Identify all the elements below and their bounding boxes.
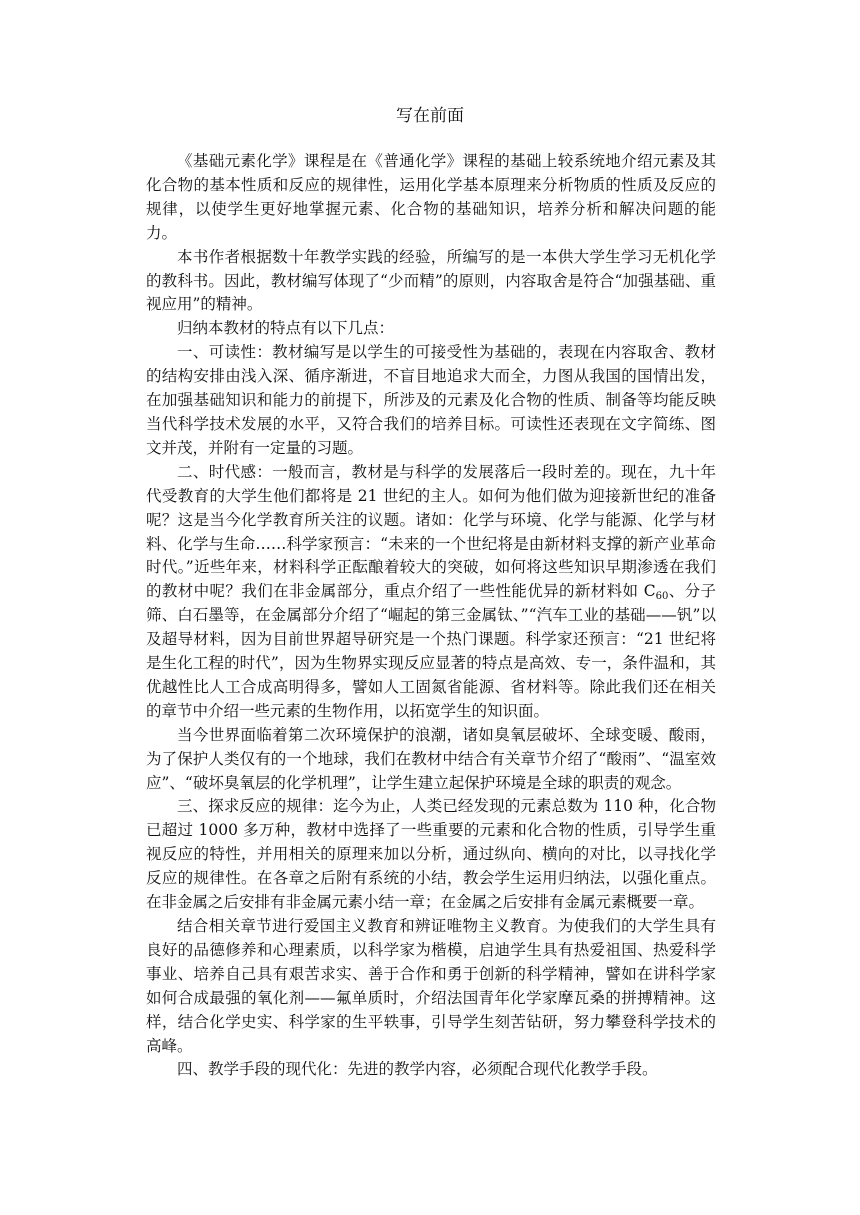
paragraph-environment: 当今世界面临着第二次环境保护的浪潮，诸如臭氧层破坏、全球变暖、酸雨，为了保护人类仅有的一个地球，我们在教材中结合有关章节介绍了“酸雨”、“温室效应”、“破坏臭氧层的化学机理”，让学生建立起保护环境是全球的职责的观念。 (146, 725, 716, 792)
paragraph-modernity-part2: 、分子筛、白石墨等，在金属部分介绍了“崛起的第三金属钛、”“汽车工业的基础——钒”以及超导材料，因为目前世界超导研究是一个热门课题。科学家还预言：“21 世纪将是生化工程的时代”，因为生物界实现反应显著的特点是高效、专一，条件温和，其优越性比人工合成高明得多，譬如人工固氮省能源、省材料等。除此我们还在相关的章节中介绍一些元素的生物作用，以拓宽学生的知识面。 (146, 582, 716, 720)
c60-subscript: 60 (655, 591, 669, 603)
paragraph-intro: 《基础元素化学》课程是在《普通化学》课程的基础上较系统地介绍元素及其化合物的基本性质和反应的规律性，运用化学基本原理来分析物质的性质及反应的规律，以使学生更好地掌握元素、化合物的基础知识，培养分析和解决问题的能力。 (146, 152, 716, 242)
paragraph-reaction-rules: 三、探求反应的规律：迄今为止，人类已经发现的元素总数为 110 种，化合物已超过 1000 多万种，教材中选择了一些重要的元素和化合物的性质，引导学生重视反应的特性，并用相关的原理来加以分析，通过纵向、横向的对比，以寻找化学反应的规律性。在各章之后附有系统的小结，教会学生运用归纳法，以强化重点。在非金属之后安排有非金属元素小结一章；在金属之后安排有金属元素概要一章。 (146, 797, 716, 912)
paragraph-readability: 一、可读性：教材编写是以学生的可接受性为基础的，表现在内容取舍、教材的结构安排由浅入深、循序渐进，不盲目地追求大而全，力图从我国的国情出发，在加强基础知识和能力的前提下，所涉及的元素及化合物的性质、制备等均能反映当代科学技术发展的水平，又符合我们的培养目标。可读性还表现在文字简练、图文并茂，并附有一定量的习题。 (146, 343, 716, 457)
paragraph-author: 本书作者根据数十年教学实践的经验，所编写的是一本供大学生学习无机化学的教科书。因此，教材编写体现了“少而精”的原则，内容取舍是符合“加强基础、重视应用”的精神。 (146, 247, 716, 314)
page-title: 写在前面 (396, 106, 464, 126)
paragraph-teaching-methods: 四、教学手段的现代化：先进的教学内容，必须配合现代化教学手段。 (177, 1060, 658, 1079)
paragraph-modernity-part1: 二、时代感：一般而言，教材是与科学的发展落后一段时差的。现在，九十年代受教育的大学生他们都将是 21 世纪的主人。如何为他们做为迎接新世纪的准备呢？这是当今化学教育所关注的议题。诸如：化学与环境、化学与能源、化学与材料、化学与生命……科学家预言：“未来的一个世纪将是由新材料支撑的新产业革命时代。”近些年来，材料科学正酝酿着较大的突破，如何将这些知识早期渗透在我们的教材中呢？我们在非金属部分，重点介绍了一些性能优异的新材料如 C (146, 462, 716, 601)
paragraph-modernity (146, 461, 716, 724)
body-text (146, 150, 716, 1082)
paragraph-features-intro: 归纳本教材的特点有以下几点： (177, 319, 395, 338)
paragraph-patriotism: 结合相关章节进行爱国主义教育和辨证唯物主义教育。为使我们的大学生具有良好的品德修养和心理素质，以科学家为楷模，启迪学生具有热爱祖国、热爱科学事业、培养自己具有艰苦求实、善于合作和勇于创新的科学精神，譬如在讲科学家如何合成最强的氧化剂——氟单质时，介绍法国青年化学家摩瓦桑的拼搏精神。这样，结合化学史实、科学家的生平轶事，引导学生刻苦钻研，努力攀登科学技术的高峰。 (146, 917, 716, 1055)
